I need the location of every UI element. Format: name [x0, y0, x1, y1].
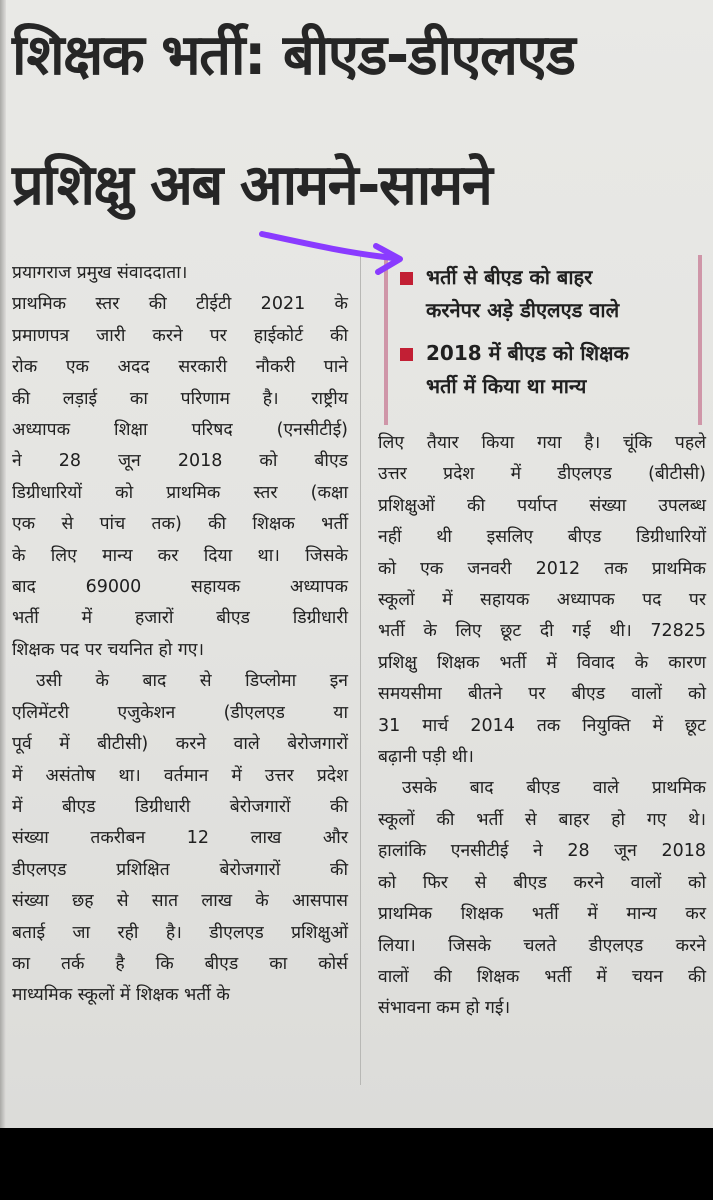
article-line: स्कूलों में सहायक अध्यापक पद पर	[378, 590, 706, 611]
article-line: समयसीमा बीतने पर बीएड वालों को	[378, 684, 706, 705]
article-column-2	[378, 428, 706, 1025]
article-line: डीएलएड प्रशिक्षित बेरोजगारों की	[12, 859, 348, 880]
article-line: नहीं थी इसलिए बीएड डिग्रीधारियों	[378, 527, 706, 548]
headline-line-2: प्रशिक्षु अब आमने-सामने	[12, 153, 492, 218]
article-line: ने 28 जून 2018 को बीएड	[12, 451, 348, 472]
article-line: की लड़ाई का परिणाम है। राष्ट्रीय	[12, 388, 348, 409]
article-line: प्राथमिक स्तर की टीईटी 2021 के	[12, 294, 348, 315]
highlight-line: भर्ती से बीएड को बाहर	[426, 265, 593, 289]
article-line: बताई जा रही है। डीएलएड प्रशिक्षुओं	[12, 922, 348, 943]
article-line: संभावना कम हो गई।	[378, 998, 511, 1019]
article-line: संख्या तकरीबन 12 लाख और	[12, 828, 348, 849]
highlight-item	[400, 337, 690, 403]
article-line: के लिए मान्य कर दिया था। जिसके	[12, 545, 348, 566]
article-line: उसके बाद बीएड वाले प्राथमिक	[402, 778, 706, 799]
headline-line-1: शिक्षक भर्ती: बीएड-डीएलएड	[12, 23, 575, 88]
article-line: लिया। जिसके चलते डीएलएड करने	[378, 935, 706, 956]
article-line: भर्ती के लिए छूट दी गई थी। 72825	[378, 621, 706, 642]
article-line: प्रयागराज प्रमुख संवाददाता।	[12, 263, 188, 283]
article-line: स्कूलों की भर्ती से बाहर हो गए थे।	[378, 809, 706, 830]
highlight-item	[400, 261, 690, 327]
article-line: पूर्व में बीटीसी) करने वाले बेरोजगारों	[12, 734, 348, 755]
article-line: उसी के बाद से डिप्लोमा इन	[36, 671, 348, 692]
article-line: रोक एक अदद सरकारी नौकरी पाने	[12, 357, 348, 378]
highlights-box	[384, 255, 702, 425]
article-line: का तर्क है कि बीएड का कोर्स	[12, 953, 348, 974]
article-line: वालों की शिक्षक भर्ती में चयन की	[378, 966, 706, 987]
highlight-line: करनेपर अड़े डीएलएड वाले	[426, 298, 620, 322]
article-column-1	[12, 258, 348, 1012]
article-line: बाद 69000 सहायक अध्यापक	[12, 577, 348, 598]
article-line: को फिर से बीएड करने वालों को	[378, 872, 706, 893]
square-bullet-icon	[400, 348, 413, 361]
article-line: भर्ती में हजारों बीएड डिग्रीधारी	[12, 608, 348, 629]
article-line: प्रमाणपत्र जारी करने पर हाईकोर्ट की	[12, 325, 348, 346]
purple-arrow-icon	[258, 220, 408, 280]
article-line: एक से पांच तक) की शिक्षक भर्ती	[12, 514, 348, 535]
article-line: संख्या छह से सात लाख के आसपास	[12, 891, 348, 912]
article-line: 31 मार्च 2014 तक नियुक्ति में छूट	[378, 715, 706, 736]
article-line: में असंतोष था। वर्तमान में उत्तर प्रदेश	[12, 765, 348, 786]
article-line: डिग्रीधारियों को प्राथमिक स्तर (कक्षा	[12, 482, 348, 503]
article-line: लिए तैयार किया गया है। चूंकि पहले	[378, 433, 706, 453]
column-divider	[360, 255, 361, 1085]
highlight-line: भर्ती में किया था मान्य	[426, 374, 587, 398]
article-line: शिक्षक पद पर चयनित हो गए।	[12, 639, 205, 660]
page-edge-shadow	[0, 0, 6, 1128]
article-line: प्रशिक्षु शिक्षक भर्ती में विवाद के कारण	[378, 652, 706, 673]
article-line: प्रशिक्षुओं की पर्याप्त संख्या उपलब्ध	[378, 495, 706, 516]
article-line: एलिमेंटरी एजुकेशन (डीएलएड या	[12, 702, 348, 723]
article-line: को एक जनवरी 2012 तक प्राथमिक	[378, 558, 706, 579]
article-line: अध्यापक शिक्षा परिषद (एनसीटीई)	[12, 420, 348, 441]
article-line: बढ़ानी पड़ी थी।	[378, 747, 474, 768]
article-line: हालांकि एनसीटीई ने 28 जून 2018	[378, 841, 706, 862]
article-line: प्राथमिक शिक्षक भर्ती में मान्य कर	[378, 904, 706, 925]
article-line: में बीएड डिग्रीधारी बेरोजगारों की	[12, 796, 348, 817]
highlight-line: 2018 में बीएड को शिक्षक	[426, 341, 629, 365]
article-line: उत्तर प्रदेश में डीएलएड (बीटीसी)	[378, 464, 706, 485]
article-line: माध्यमिक स्कूलों में शिक्षक भर्ती के	[12, 985, 230, 1006]
